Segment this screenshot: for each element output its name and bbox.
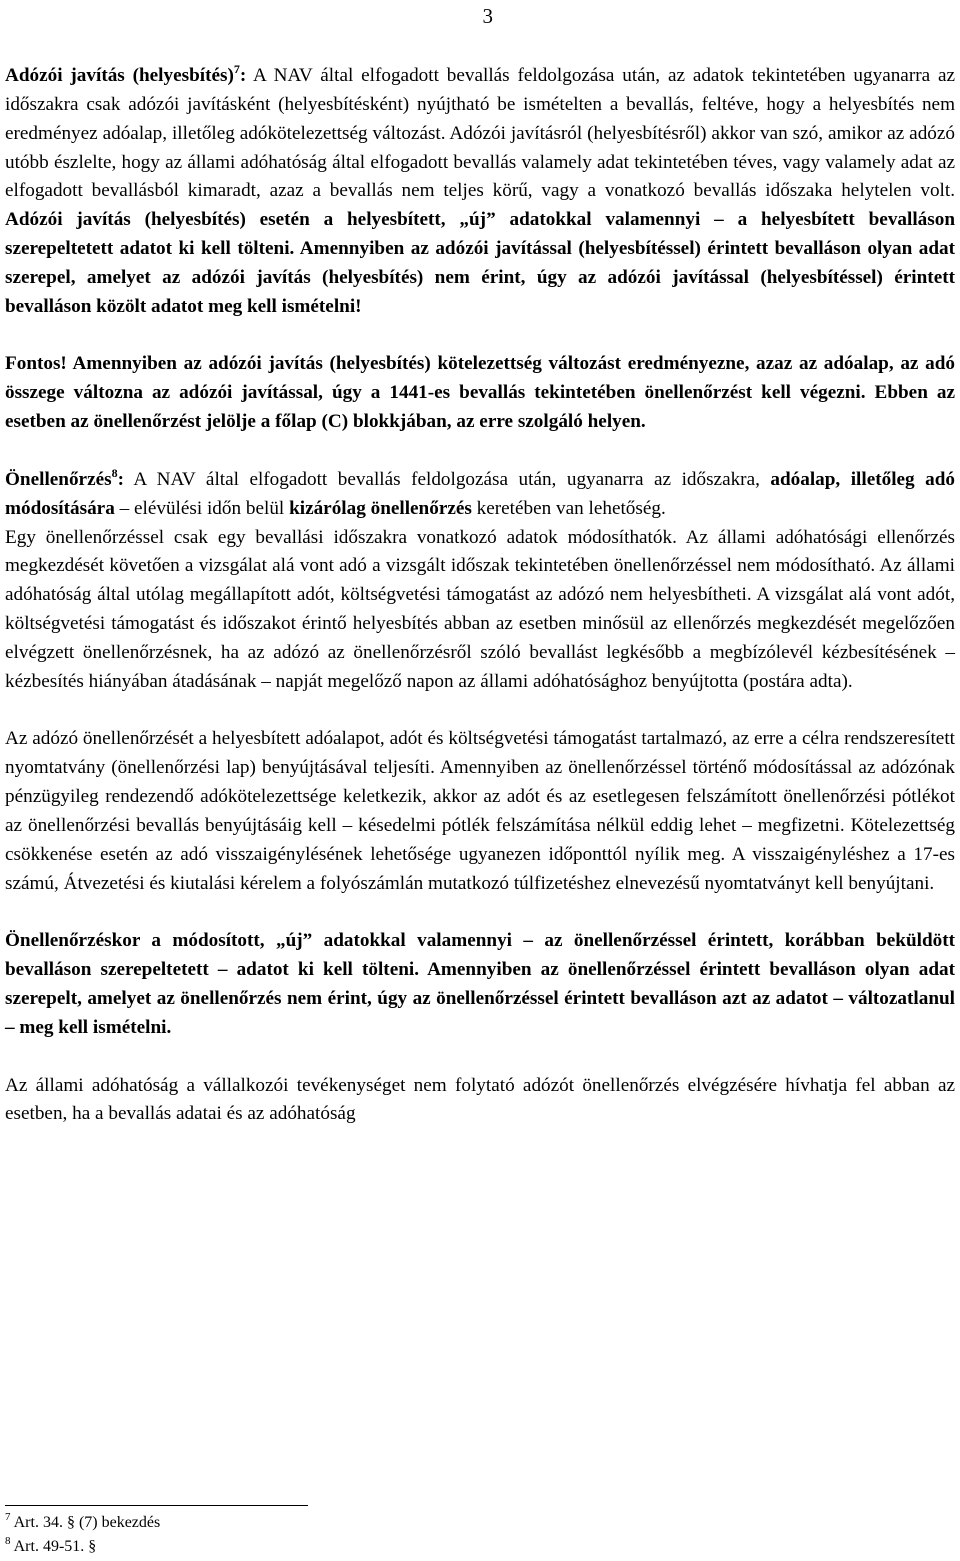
heading-adozoi-javitas: Adózói javítás (helyesbítés): [5, 65, 234, 86]
emphasis-text: Önellenőrzéskor a módosított, „új” adatokkal valamennyi – az önellenőrzéssel érintett, korábban beküldött bevalláson szerepeltetett – adatot ki kell tölteni. Amennyiben az önellenőrzéssel érintett bevalláson olyan adat szerepelt, amelyet az önellenőrzés nem érint, úgy az önellenőrzéssel érintett bevalláson azt az adatot – változatlanul – meg kell ismételni.: [5, 930, 955, 1038]
emphasis-text: Amennyiben az adózói javítás (helyesbítés) kötelezettség változást eredményezne, azaz az adóalap, az adó összege változna az adózói javítással, úgy a 1441-es bevallás tekintetében önellenőrzést kell végezni. Ebben az esetben az önellenőrzést jelölje a főlap (C) blokkjában, az erre szolgáló helyen.: [5, 353, 955, 433]
paragraph-onellenorzes-adatok: [5, 927, 955, 1042]
paragraph-modositas-korlatok: Egy önellenőrzéssel csak egy bevallási időszakra vonatkozó adatok módosíthatók. Az állami adóhatósági ellenőrzés megkezdését követően a vizsgálat alá vont adó a vizsgált időszak tekintetében önellenőrzéssel nem módosítható. Az állami adóhatóság által utólag megállapított adót, költségvetési támogatást az adózó nem helyesbítheti. A vizsgálat alá vont adót, költségvetési támogatást és időszakot érintő helyesbítés abban az esetben minősül az ellenőrzés megkezdését megelőzően elvégzett önellenőrzésnek, ha az adózó az önellenőrzésről szóló bevallást legkésőbb a megbízólevél kézbesítésének – kézbesítés hiányában átadásának – napját megelőző napon az állami adóhatósághoz benyújtotta (postára adta).: [5, 526, 955, 692]
emphasis-text: Adózói javítás (helyesbítés) esetén a helyesbített, „új” adatokkal valamennyi – a helyesbített bevalláson szerepeltetett adatot ki kell tölteni. Amennyiben az adózói javítással (helyesbítéssel) érintett bevalláson olyan adat szerepel, amelyet az adózói javítás (helyesbítés) nem érint, úgy az adózói javítással (helyesbítéssel) érintett bevalláson közölt adatot meg kell ismételni!: [5, 209, 955, 317]
paragraph-adohatosag-felhivas: Az állami adóhatóság a vállalkozói tevékenységet nem folytató adózót önellenőrzés elvégzésére hívhatja fel abban az esetben, ha a bevallás adatai és az adóhatóság: [5, 1074, 955, 1125]
footnotes: [5, 1511, 605, 1559]
footnote-divider: [5, 1505, 308, 1506]
page-body: [5, 62, 955, 1129]
footnote-text: Art. 49-51. §: [10, 1538, 97, 1555]
paragraph-text: A NAV által elfogadott bevallás feldolgozása után, az adatok tekintetében ugyanarra az időszakra csak adózói javításként (helyesbítésként) nyújtható be ismételten a bevallás, feltéve, hogy a helyesbítés nem eredményez adóalap, illetőleg adókötelezettség változást. Adózói javításról (helyesbítésről) akkor van szó, amikor az adózó utóbb észlelte, hogy az állami adóhatóság által elfogadott bevallás valamely adat tekintetében téves, vagy valamely adat az elfogadott bevallásból kimaradt, azaz a bevallás nem teljes körű, vagy a vonatkozó bevallás időszaka helytelen volt.: [5, 65, 955, 202]
footnote-ref-8: 8: [111, 465, 118, 480]
footnote-number: 8: [5, 1535, 11, 1547]
heading-onellenorzes: Önellenőrzés: [5, 468, 112, 490]
footnote-number: 7: [5, 1511, 11, 1523]
paragraph-text: keretében van lehetőség.: [471, 497, 666, 519]
page-number: 3: [482, 4, 493, 28]
emphasis-text: adóalap, illetőleg adó módosítására: [5, 468, 955, 519]
fontos-label: Fontos!: [5, 353, 67, 375]
paragraph-text: A NAV által elfogadott bevallás feldolgozása után, ugyanarra az időszakra,: [123, 468, 771, 490]
paragraph-onellenorzes: Önellenőrzés$^8$: A NAV által elfogadott bevallás feldolgozása után, ugyanarra az időszakra, adóalap, illetőleg adó módosítására – elévülési időn belül kizárólag önellenőrzés keretében van lehetőség.: [5, 465, 955, 519]
emphasis-text: kizárólag önellenőrzés: [289, 497, 472, 519]
footnote-8: [5, 1535, 605, 1559]
footnote-7: [5, 1511, 605, 1535]
footnote-ref-7: 7: [233, 62, 240, 76]
paragraph-fontos: [5, 350, 955, 437]
paragraph-adozoi-javitas: Adózói javítás (helyesbítés)$^7$: A NAV által elfogadott bevallás feldolgozása után, az adatok tekintetében ugyanarra az időszakra csak adózói javításként (helyesbítésként) nyújtható be ismételten a bevallás, feltéve, hogy a helyesbítés nem eredményez adóalap, illetőleg adókötelezettség változást. Adózói javításról (helyesbítésről) akkor van szó, amikor az adózó utóbb észlelte, hogy az állami adóhatóság által elfogadott bevallás valamely adat tekintetében téves, vagy valamely adat az elfogadott bevallásból kimaradt, azaz a bevallás nem teljes körű, vagy a vonatkozó bevallás időszaka helytelen volt. Adózói javítás (helyesbítés) esetén a helyesbített, „új” adatokkal valamennyi – a helyesbített bevalláson szerepeltetett adatot ki kell tölteni. Amennyiben az adózói javítással (helyesbítéssel) érintett bevalláson olyan adat szerepel, amelyet az adózói javítás (helyesbítés) nem érint, úgy az adózói javítással (helyesbítéssel) érintett bevalláson közölt adatot meg kell ismételni!: [5, 62, 955, 317]
paragraph-onellenorzes-teljesitese: Az adózó önellenőrzését a helyesbített adóalapot, adót és költségvetési támogatást tartalmazó, az erre a célra rendszeresített nyomtatvány (önellenőrzési lap) benyújtásával teljesíti. Amennyiben az önellenőrzéssel történő módosítással az adózónak pénzügyileg rendezendő adókötelezettsége keletkezik, akkor az adót és az esetlegesen felszámított önellenőrzési pótlékot az önellenőrzési bevallás benyújtásáig kell – késedelmi pótlék felszámítása nélkül eddig lehet – megfizetni. Kötelezettség csökkenése esetén az adó visszaigénylésének lehetősége ugyanezen időponttól nyílik meg. A visszaigényléshez a 17-es számú, Átvezetési és kiutalási kérelem a folyószámlán mutatkozó túlfizetéshez elnevezésű nyomtatványt kell benyújtani.: [5, 728, 955, 894]
footnote-text: Art. 34. § (7) bekezdés: [10, 1514, 161, 1531]
paragraph-text: – elévülési időn belül: [114, 497, 290, 519]
